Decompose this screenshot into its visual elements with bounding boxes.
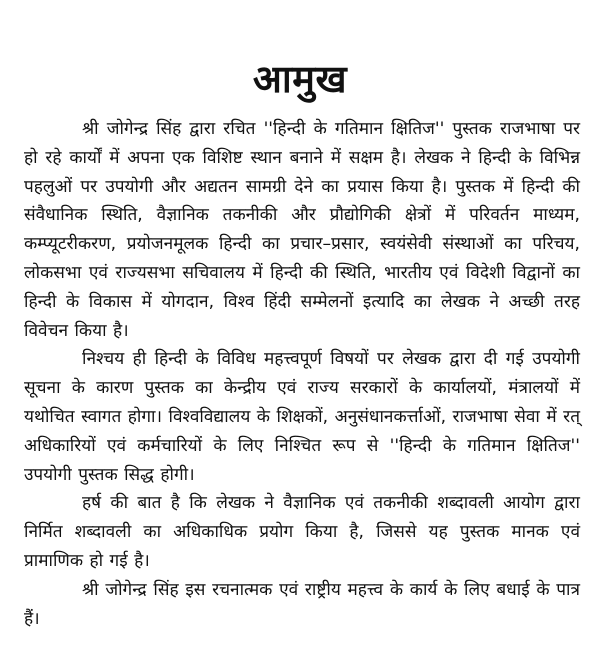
paragraph-4: श्री जोगेन्द्र सिंह इस रचनात्मक एवं राष्ट्रीय महत्त्व के कार्य के लिए बधाई के पात्र हैं। <box>24 579 580 629</box>
page-title: आमुख <box>252 57 348 102</box>
foreword-body <box>24 115 580 633</box>
paragraph-1: श्री जोगेन्द्र सिंह द्वारा रचित ''हिन्दी के गतिमान क्षितिज'' पुस्तक राजभाषा पर हो रहे कार्यों में अपना एक विशिष्ट स्थान बनाने में सक्षम है। लेखक ने हिन्दी के विभिन्न पहलुओं पर उपयोगी और अद्यतन सामग्री देने का प्रयास किया है। पुस्तक में हिन्दी की संवैधानिक स्थिति, वैज्ञानिक तकनीकी और प्रौद्योगिकी क्षेत्रों में परिवर्तन माध्यम, कम्प्यूटरीकरण, प्रयोजनमूलक हिन्दी का प्रचार–प्रसार, स्वयंसेवी संस्थाओं का परिचय, लोकसभा एवं राज्यसभा सचिवालय में हिन्दी की स्थिति, भारतीय एवं विदेशी विद्वानों का हिन्दी के विकास में योगदान, विश्व हिंदी सम्मेलनों इत्यादि का लेखक ने अच्छी तरह विवेचन किया है। <box>24 119 580 341</box>
paragraph-3: हर्ष की बात है कि लेखक ने वैज्ञानिक एवं तकनीकी शब्दावली आयोग द्वारा निर्मित शब्दावली का अधिकाधिक प्रयोग किया है, जिससे यह पुस्तक मानक एवं प्रामाणिक हो गई है। <box>24 493 580 571</box>
paragraph-2: निश्चय ही हिन्दी के विविध महत्त्वपूर्ण विषयों पर लेखक द्वारा दी गई उपयोगी सूचना के कारण पुस्तक का केन्द्रीय एवं राज्य सरकारों के कार्यालयों, मंत्रालयों में यथोचित स्वागत होगा। विश्वविद्यालय के शिक्षकों, अनुसंधानकर्त्ताओं, राजभाषा सेवा में रत् अधिकारियों एवं कर्मचारियों के लिए निश्चित रूप से ''हिन्दी के गतिमान क्षितिज'' उपयोगी पुस्तक सिद्ध होगी। <box>24 349 580 485</box>
